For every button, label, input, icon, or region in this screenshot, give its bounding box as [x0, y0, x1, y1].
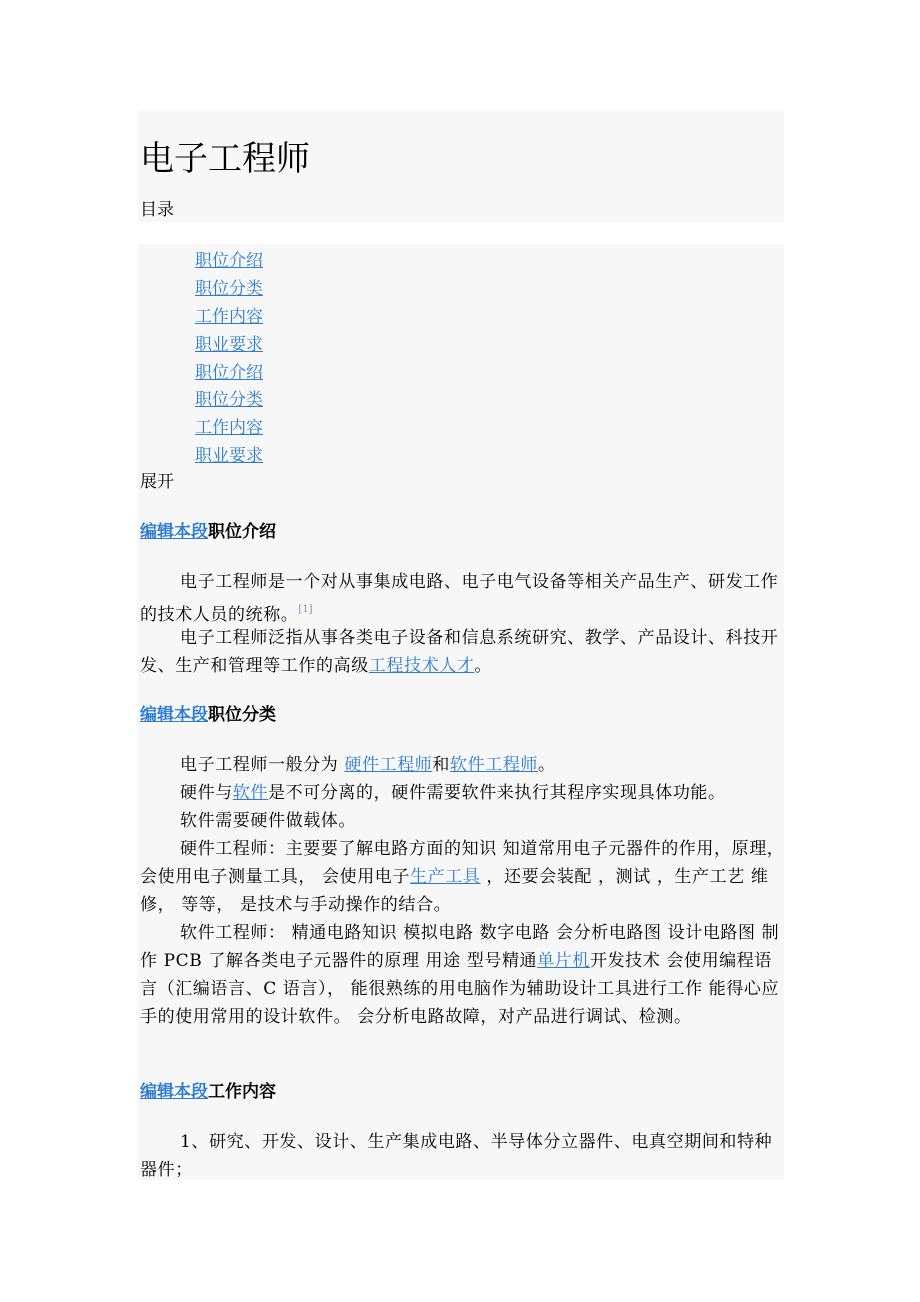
- table-of-contents: [195, 248, 263, 471]
- work-paragraph-1: 1、研究、开发、设计、生产集成电路、半导体分立器件、电真空期间和特种器件；: [140, 1132, 773, 1180]
- production-tools-link[interactable]: 生产工具: [410, 867, 481, 887]
- toc-link[interactable]: 职位分类: [195, 278, 263, 299]
- toc-link[interactable]: 职业要求: [195, 334, 263, 355]
- categories-paragraph-5: 软件工程师： 精通电路知识 模拟电路 数字电路 会分析电路图 设计电路图 制作 PCB 了解各类电子元器件的原理 用途 型号精通单片机开发技术 会使用编程语言（汇编语言、C 语言）， 能很熟练的用电脑作为辅助设计工具进行工作 能得心应手的使用常用的设计软件。 会分析电路故障，对产品进行调试、检测。: [140, 923, 780, 1027]
- toc-item[interactable]: [195, 415, 263, 443]
- toc-link[interactable]: 工作内容: [195, 418, 263, 439]
- section-title: 工作内容: [208, 1082, 276, 1102]
- section-title: 职位分类: [208, 705, 276, 725]
- edit-section-link[interactable]: 编辑本段: [140, 1082, 208, 1102]
- toc-item[interactable]: [195, 332, 263, 360]
- expand-toggle[interactable]: 展开: [140, 472, 174, 492]
- toc-item[interactable]: [195, 443, 263, 471]
- section-heading-intro: [140, 520, 276, 544]
- software-link[interactable]: 软件: [232, 783, 269, 803]
- toc-item[interactable]: [195, 248, 263, 276]
- reference-mark[interactable]: [1]: [298, 604, 313, 615]
- categories-paragraph-2: 硬件与软件是不可分离的，硬件需要软件来执行其程序实现具体功能。: [180, 783, 726, 803]
- categories-paragraph-3: 软件需要硬件做载体。: [180, 811, 356, 831]
- microcontroller-link[interactable]: 单片机: [537, 951, 590, 971]
- toc-item[interactable]: [195, 360, 263, 388]
- intro-paragraph-1: 电子工程师是一个对从事集成电路、电子电气设备等相关产品生产、研发工作的技术人员的统称。[1]: [140, 572, 779, 625]
- toc-item[interactable]: [195, 276, 263, 304]
- categories-paragraph-1: 电子工程师一般分为 硬件工程师和软件工程师。: [180, 755, 556, 775]
- toc-label: 目录: [140, 200, 174, 220]
- toc-link[interactable]: 工作内容: [195, 306, 263, 327]
- toc-link[interactable]: 职位介绍: [195, 251, 263, 271]
- toc-link[interactable]: 职位分类: [195, 390, 263, 411]
- section-title: 职位介绍: [208, 522, 276, 542]
- toc-item[interactable]: [195, 387, 263, 415]
- engineering-talent-link[interactable]: 工程技术人才: [368, 656, 475, 676]
- edit-section-link[interactable]: 编辑本段: [140, 705, 208, 725]
- software-engineer-link[interactable]: 软件工程师: [450, 755, 539, 775]
- intro-paragraph-2: 电子工程师泛指从事各类电子设备和信息系统研究、教学、产品设计、科技开发、生产和管理等工作的高级工程技术人才。: [140, 628, 779, 676]
- page-title: 电子工程师: [140, 138, 310, 179]
- edit-section-link[interactable]: 编辑本段: [140, 522, 208, 542]
- toc-link[interactable]: 职位介绍: [195, 362, 263, 383]
- categories-paragraph-4: 硬件工程师：主要要了解电路方面的知识 知道常用电子元器件的作用，原理， 会使用电子测量工具， 会使用电子生产工具 ，还要会装配 ，测试 ，生产工艺 维修， 等等， 是技术与手动操作的结合。: [140, 839, 785, 915]
- toc-link[interactable]: 职业要求: [195, 446, 263, 467]
- toc-item[interactable]: [195, 304, 263, 332]
- section-heading-work: [140, 1080, 276, 1104]
- section-heading-categories: [140, 703, 276, 727]
- hardware-engineer-link[interactable]: 硬件工程师: [344, 755, 433, 775]
